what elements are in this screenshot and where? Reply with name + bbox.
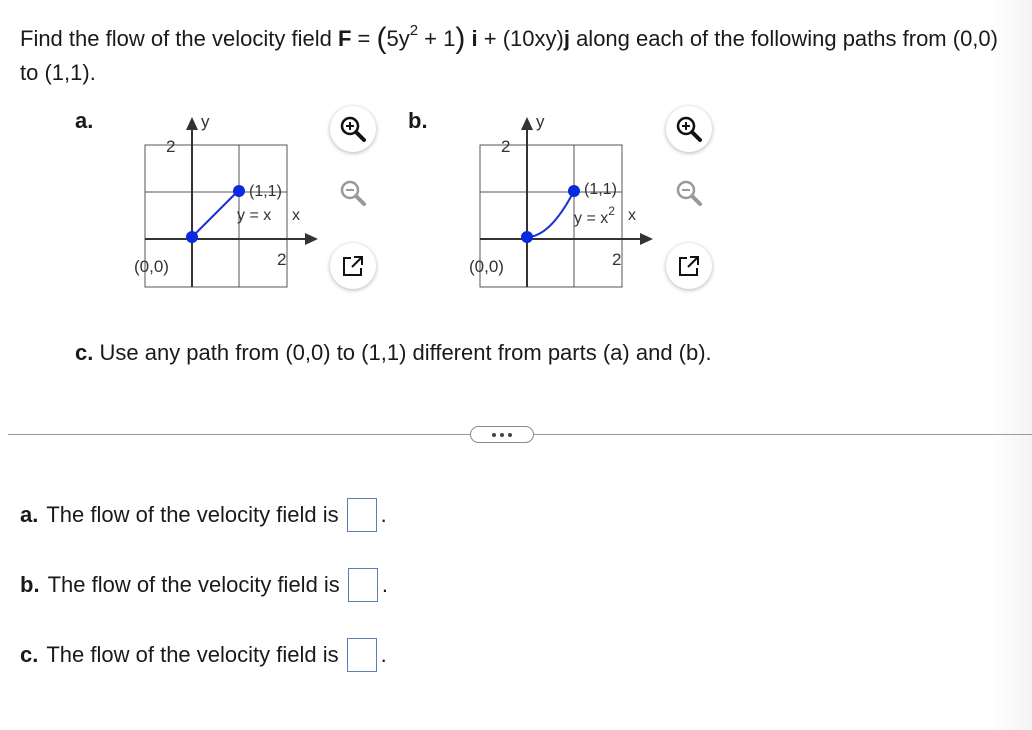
graph-a-curve-label: y = x — [237, 207, 272, 224]
answer-c — [20, 638, 387, 672]
graph-b-origin-point — [521, 231, 533, 243]
graph-a-y-arrow — [186, 117, 198, 130]
graph-b-y-arrow — [521, 117, 533, 130]
part-c-statement — [75, 340, 712, 366]
i-unit-vector: i — [471, 26, 478, 51]
graph-a-axis-x-label: x — [292, 207, 300, 224]
part-c-text: Use any path from (0,0) to (1,1) different from parts (a) and (b). — [99, 340, 712, 365]
zoom-out-icon — [338, 178, 368, 208]
scroll-edge — [990, 0, 1032, 730]
answer-c-period: . — [380, 642, 387, 667]
graph-b-end-point — [568, 185, 580, 197]
ellipsis-dot — [500, 433, 504, 437]
graph-a-zoom-in-button[interactable] — [330, 106, 376, 152]
graph-a-point-label: (1,1) — [249, 183, 282, 200]
graph-a-label: a. — [75, 108, 94, 133]
equals-sign: = — [351, 26, 377, 51]
graph-b-zoom-out-button[interactable] — [666, 170, 712, 216]
answer-c-text: The flow of the velocity field is — [46, 642, 339, 667]
graph-b-origin-label: (0,0) — [469, 257, 504, 276]
graph-a-open-window-button[interactable] — [330, 243, 376, 289]
i-component-rest: + 1 — [418, 26, 456, 51]
plus-sign: + — [477, 26, 503, 51]
open-new-window-icon — [340, 253, 366, 279]
graph-b-axis-x-label: x — [628, 207, 636, 224]
problem-prefix: Find the flow of the velocity field — [20, 26, 338, 51]
answer-c-input[interactable] — [347, 638, 377, 672]
answer-a — [20, 498, 387, 532]
more-options-button[interactable] — [470, 426, 534, 443]
graph-b-curve-label: $y = x^2$ — [574, 204, 615, 227]
answer-a-text: The flow of the velocity field is — [46, 502, 339, 527]
graph-a-tick-y-label: 2 — [166, 137, 176, 156]
i-component-coef: 5y — [386, 26, 410, 51]
answer-a-period: . — [380, 502, 387, 527]
graph-b-tick-y-label: 2 — [501, 137, 511, 156]
graph-a-axis-y-label: y — [201, 112, 210, 131]
graph-a-x-arrow — [305, 233, 318, 245]
zoom-out-icon — [674, 178, 704, 208]
problem-suffix: along each of the following paths from (0,0) to (1,1). — [20, 26, 998, 85]
graph-b-open-window-button[interactable] — [666, 243, 712, 289]
graph-b-point-label: (1,1) — [584, 181, 617, 198]
ellipsis-dot — [492, 433, 496, 437]
graph-b-tick-x-label: 2 — [612, 250, 622, 269]
ellipsis-dot — [508, 433, 512, 437]
answer-b-text: The flow of the velocity field is — [47, 572, 340, 597]
i-component-exponent: 2 — [409, 21, 419, 39]
graph-a-zoom-out-button[interactable] — [330, 170, 376, 216]
field-symbol: F — [337, 26, 352, 51]
graph-b-label: b. — [408, 108, 428, 133]
j-unit-vector: j — [563, 26, 570, 51]
zoom-in-icon — [674, 114, 704, 144]
open-paren: ( — [376, 22, 387, 55]
graph-b-zoom-in-button[interactable] — [666, 106, 712, 152]
graph-a-tick-x-label: 2 — [277, 250, 287, 269]
graph-b-axis-y-label: y — [536, 112, 545, 131]
graph-b-curve — [527, 191, 574, 237]
graph-b-x-arrow — [640, 233, 653, 245]
answer-b-period: . — [381, 572, 388, 597]
graph-a-origin-label: (0,0) — [134, 257, 169, 276]
graph-a — [125, 105, 330, 295]
graph-a-end-point — [233, 185, 245, 197]
graph-b — [460, 105, 665, 295]
problem-statement — [20, 22, 1000, 90]
close-paren: ) — [455, 22, 466, 55]
zoom-in-icon — [338, 114, 368, 144]
answer-c-label: c. — [20, 642, 39, 667]
answer-b — [20, 568, 388, 602]
graph-a-curve — [192, 190, 239, 237]
answer-a-input[interactable] — [347, 498, 377, 532]
answer-a-label: a. — [20, 502, 39, 527]
part-c-label: c. — [75, 340, 94, 365]
open-new-window-icon — [676, 253, 702, 279]
graph-a-origin-point — [186, 231, 198, 243]
answer-b-input[interactable] — [348, 568, 378, 602]
j-component: (10xy) — [502, 26, 564, 51]
answer-b-label: b. — [20, 572, 40, 597]
